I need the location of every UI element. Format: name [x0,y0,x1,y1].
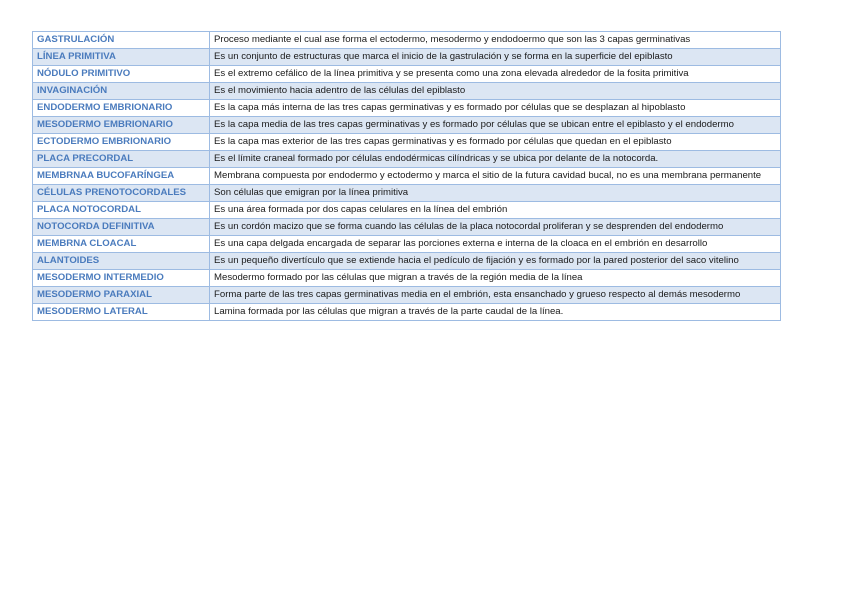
term-cell: MESODERMO PARAXIAL [33,287,210,304]
term-cell: MEMBRNA CLOACAL [33,236,210,253]
term-cell: GASTRULACIÓN [33,32,210,49]
table-row [33,83,781,100]
table-row [33,151,781,168]
definition-cell: Es la capa mas exterior de las tres capas germinativas y es formado por células que quedan en el epiblasto [210,134,781,151]
glossary-table [32,31,781,321]
table-row [33,185,781,202]
definition-cell: Son células que emigran por la línea primitiva [210,185,781,202]
term-cell: MESODERMO LATERAL [33,304,210,321]
table-row [33,270,781,287]
term-cell: MESODERMO EMBRIONARIO [33,117,210,134]
term-cell: MESODERMO INTERMEDIO [33,270,210,287]
table-row [33,134,781,151]
table-row [33,117,781,134]
definition-cell: Es el movimiento hacia adentro de las células del epiblasto [210,83,781,100]
definition-cell: Proceso mediante el cual ase forma el ectodermo, mesodermo y endodoermo que son las 3 capas germinativas [210,32,781,49]
table-row [33,32,781,49]
definition-cell: Es el límite craneal formado por células endodérmicas cilíndricas y se ubica por delante de la notocorda. [210,151,781,168]
term-cell: CÉLULAS PRENOTOCORDALES [33,185,210,202]
term-cell: ENDODERMO EMBRIONARIO [33,100,210,117]
term-cell: MEMBRNAA BUCOFARÍNGEA [33,168,210,185]
term-cell: PLACA NOTOCORDAL [33,202,210,219]
definition-cell: Lamina formada por las células que migran a través de la parte caudal de la línea. [210,304,781,321]
table-row [33,100,781,117]
definition-cell: Es el extremo cefálico de la línea primitiva y se presenta como una zona elevada alrededor de la fosita primitiva [210,66,781,83]
term-cell: NOTOCORDA DEFINITIVA [33,219,210,236]
definition-cell: Es un conjunto de estructuras que marca el inicio de la gastrulación y se forma en la superficie del epiblasto [210,49,781,66]
term-cell: ALANTOIDES [33,253,210,270]
term-cell: NÓDULO PRIMITIVO [33,66,210,83]
term-cell: LÍNEA PRIMITIVA [33,49,210,66]
definition-cell: Mesodermo formado por las células que migran a través de la región media de la línea [210,270,781,287]
definition-cell: Es un cordón macizo que se forma cuando las células de la placa notocordal proliferan y se desprenden del endodermo [210,219,781,236]
table-row [33,236,781,253]
definition-cell: Es la capa media de las tres capas germinativas y es formado por células que se ubican entre el epiblasto y el endodermo [210,117,781,134]
definition-cell: Es la capa más interna de las tres capas germinativas y es formado por células que se desplazan al hipoblasto [210,100,781,117]
definition-cell: Forma parte de las tres capas germinativas media en el embrión, esta ensanchado y grueso respecto al demás mesodermo [210,287,781,304]
table-row [33,168,781,185]
table-row [33,253,781,270]
table-row [33,66,781,83]
table-row [33,219,781,236]
term-cell: INVAGINACIÓN [33,83,210,100]
table-row [33,49,781,66]
definition-cell: Es un pequeño divertículo que se extiende hacia el pedículo de fijación y es formado por la pared posterior del saco vitelino [210,253,781,270]
table-row [33,287,781,304]
term-cell: PLACA PRECORDAL [33,151,210,168]
term-cell: ECTODERMO EMBRIONARIO [33,134,210,151]
table-row [33,304,781,321]
definition-cell: Es una capa delgada encargada de separar las porciones externa e interna de la cloaca en el embrión en desarrollo [210,236,781,253]
table-row [33,202,781,219]
definition-cell: Es una área formada por dos capas celulares en la línea del embrión [210,202,781,219]
definition-cell: Membrana compuesta por endodermo y ectodermo y marca el sitio de la futura cavidad bucal, no es una membrana permanente [210,168,781,185]
